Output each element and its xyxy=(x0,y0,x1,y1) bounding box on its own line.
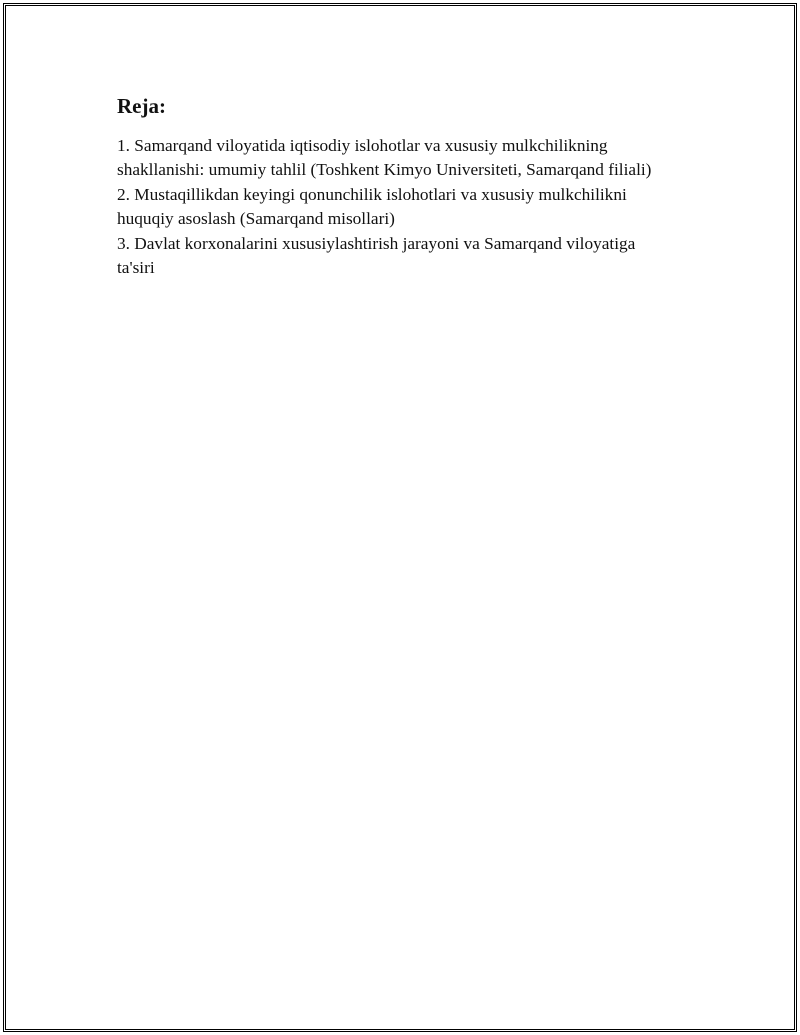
document-body xyxy=(117,92,677,280)
plan-list xyxy=(117,134,677,280)
plan-item-3: 3. Davlat korxonalarini xususiylashtirish jarayoni va Samarqand viloyatiga ta'siri xyxy=(117,233,636,278)
plan-item-2: 2. Mustaqillikdan keyingi qonunchilik islohotlari va xususiy mulkchilikni huquqiy asoslash (Samarqand misollari) xyxy=(117,184,627,229)
plan-item-1: 1. Samarqand viloyatida iqtisodiy islohotlar va xususiy mulkchilikning shakllanishi: umumiy tahlil (Toshkent Kimyo Universiteti, Samarqand filiali) xyxy=(117,136,652,180)
plan-heading: Reja: xyxy=(117,94,166,118)
